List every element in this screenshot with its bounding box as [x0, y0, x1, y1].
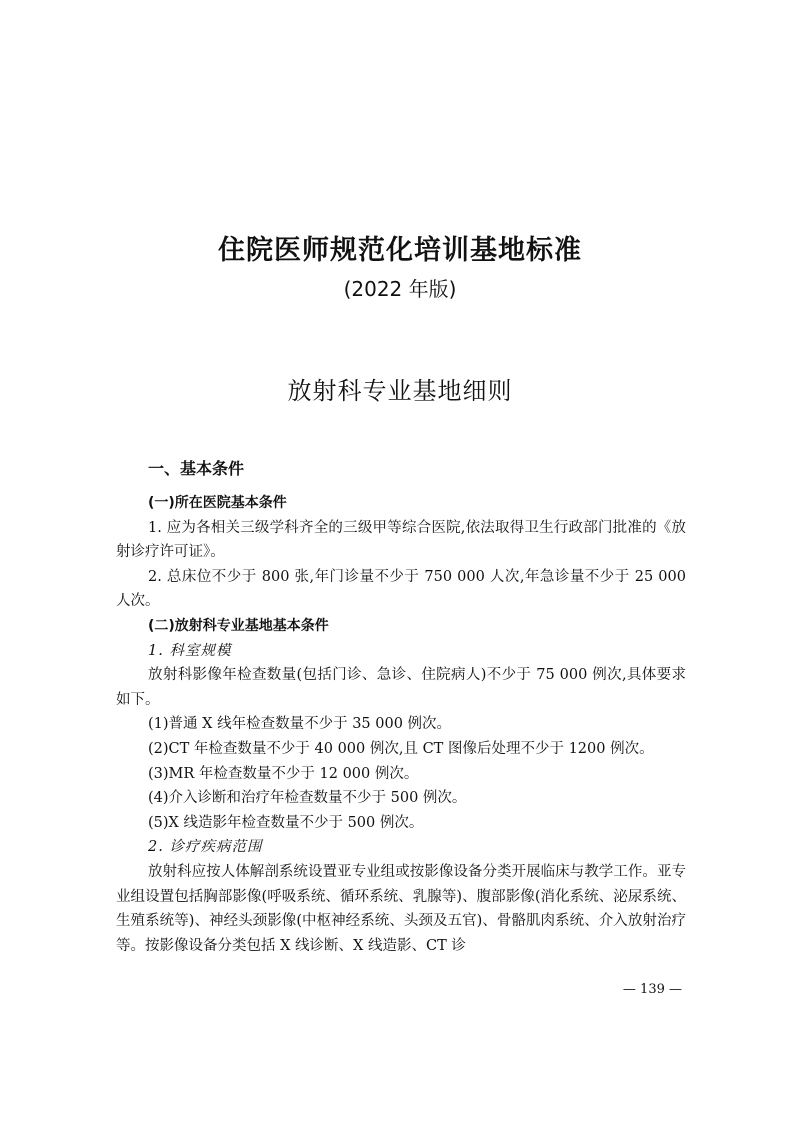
paragraph-scale-item-3: (3)MR 年检查数量不少于 12 000 例次。 [148, 765, 419, 782]
paragraph-disease-scope: 放射科应按人体解剖系统设置亚专业组或按影像设备分类开展临床与教学工作。亚专业组设置包括胸部影像(呼吸系统、循环系统、乳腺等)、腹部影像(消化系统、泌尿系统、生殖系统等)、神经头颈影像(中枢神经系统、头颈及五官)、骨骼肌肉系统、介入放射治疗等。按影像设备分类包括 X 线诊断、X 线造影、CT 诊 [116, 863, 686, 954]
paragraph-hospital-item-1: 1. 应为各相关三级学科齐全的三级甲等综合医院,依法取得卫生行政部门批准的《放射诊疗许可证》。 [116, 519, 686, 561]
heading-basic-conditions: 一、基本条件 [148, 459, 245, 478]
section-title: 放射科专业基地细则 [287, 377, 513, 405]
page-number: — 139 — [622, 982, 682, 997]
heading-department-scale: 1. 科室规模 [148, 642, 232, 659]
heading-hospital-conditions: (一)所在医院基本条件 [148, 495, 287, 511]
heading-radiology-conditions: (二)放射科专业基地基本条件 [148, 617, 329, 634]
paragraph-scale-item-4: (4)介入诊断和治疗年检查数量不少于 500 例次。 [148, 790, 467, 807]
paragraph-scale-item-2: (2)CT 年检查数量不少于 40 000 例次,且 CT 图像后处理不少于 1200 例次。 [148, 740, 654, 757]
paragraph-scale-item-1: (1)普通 X 线年检查数量不少于 35 000 例次。 [148, 716, 452, 733]
paragraph-hospital-item-2: 2. 总床位不少于 800 张,年门诊量不少于 750 000 人次,年急诊量不少于 25 000 人次。 [116, 568, 686, 610]
heading-disease-scope: 2. 诊疗疾病范围 [148, 839, 263, 856]
document-body [116, 458, 686, 958]
document-title: 住院医师规范化培训基地标准 [218, 235, 582, 266]
paragraph-scale-intro: 放射科影像年检查数量(包括门诊、急诊、住院病人)不少于 75 000 例次,具体要求如下。 [116, 667, 686, 708]
paragraph-scale-item-5: (5)X 线造影年检查数量不少于 500 例次。 [148, 814, 424, 831]
document-subtitle: (2022 年版) [343, 277, 457, 301]
